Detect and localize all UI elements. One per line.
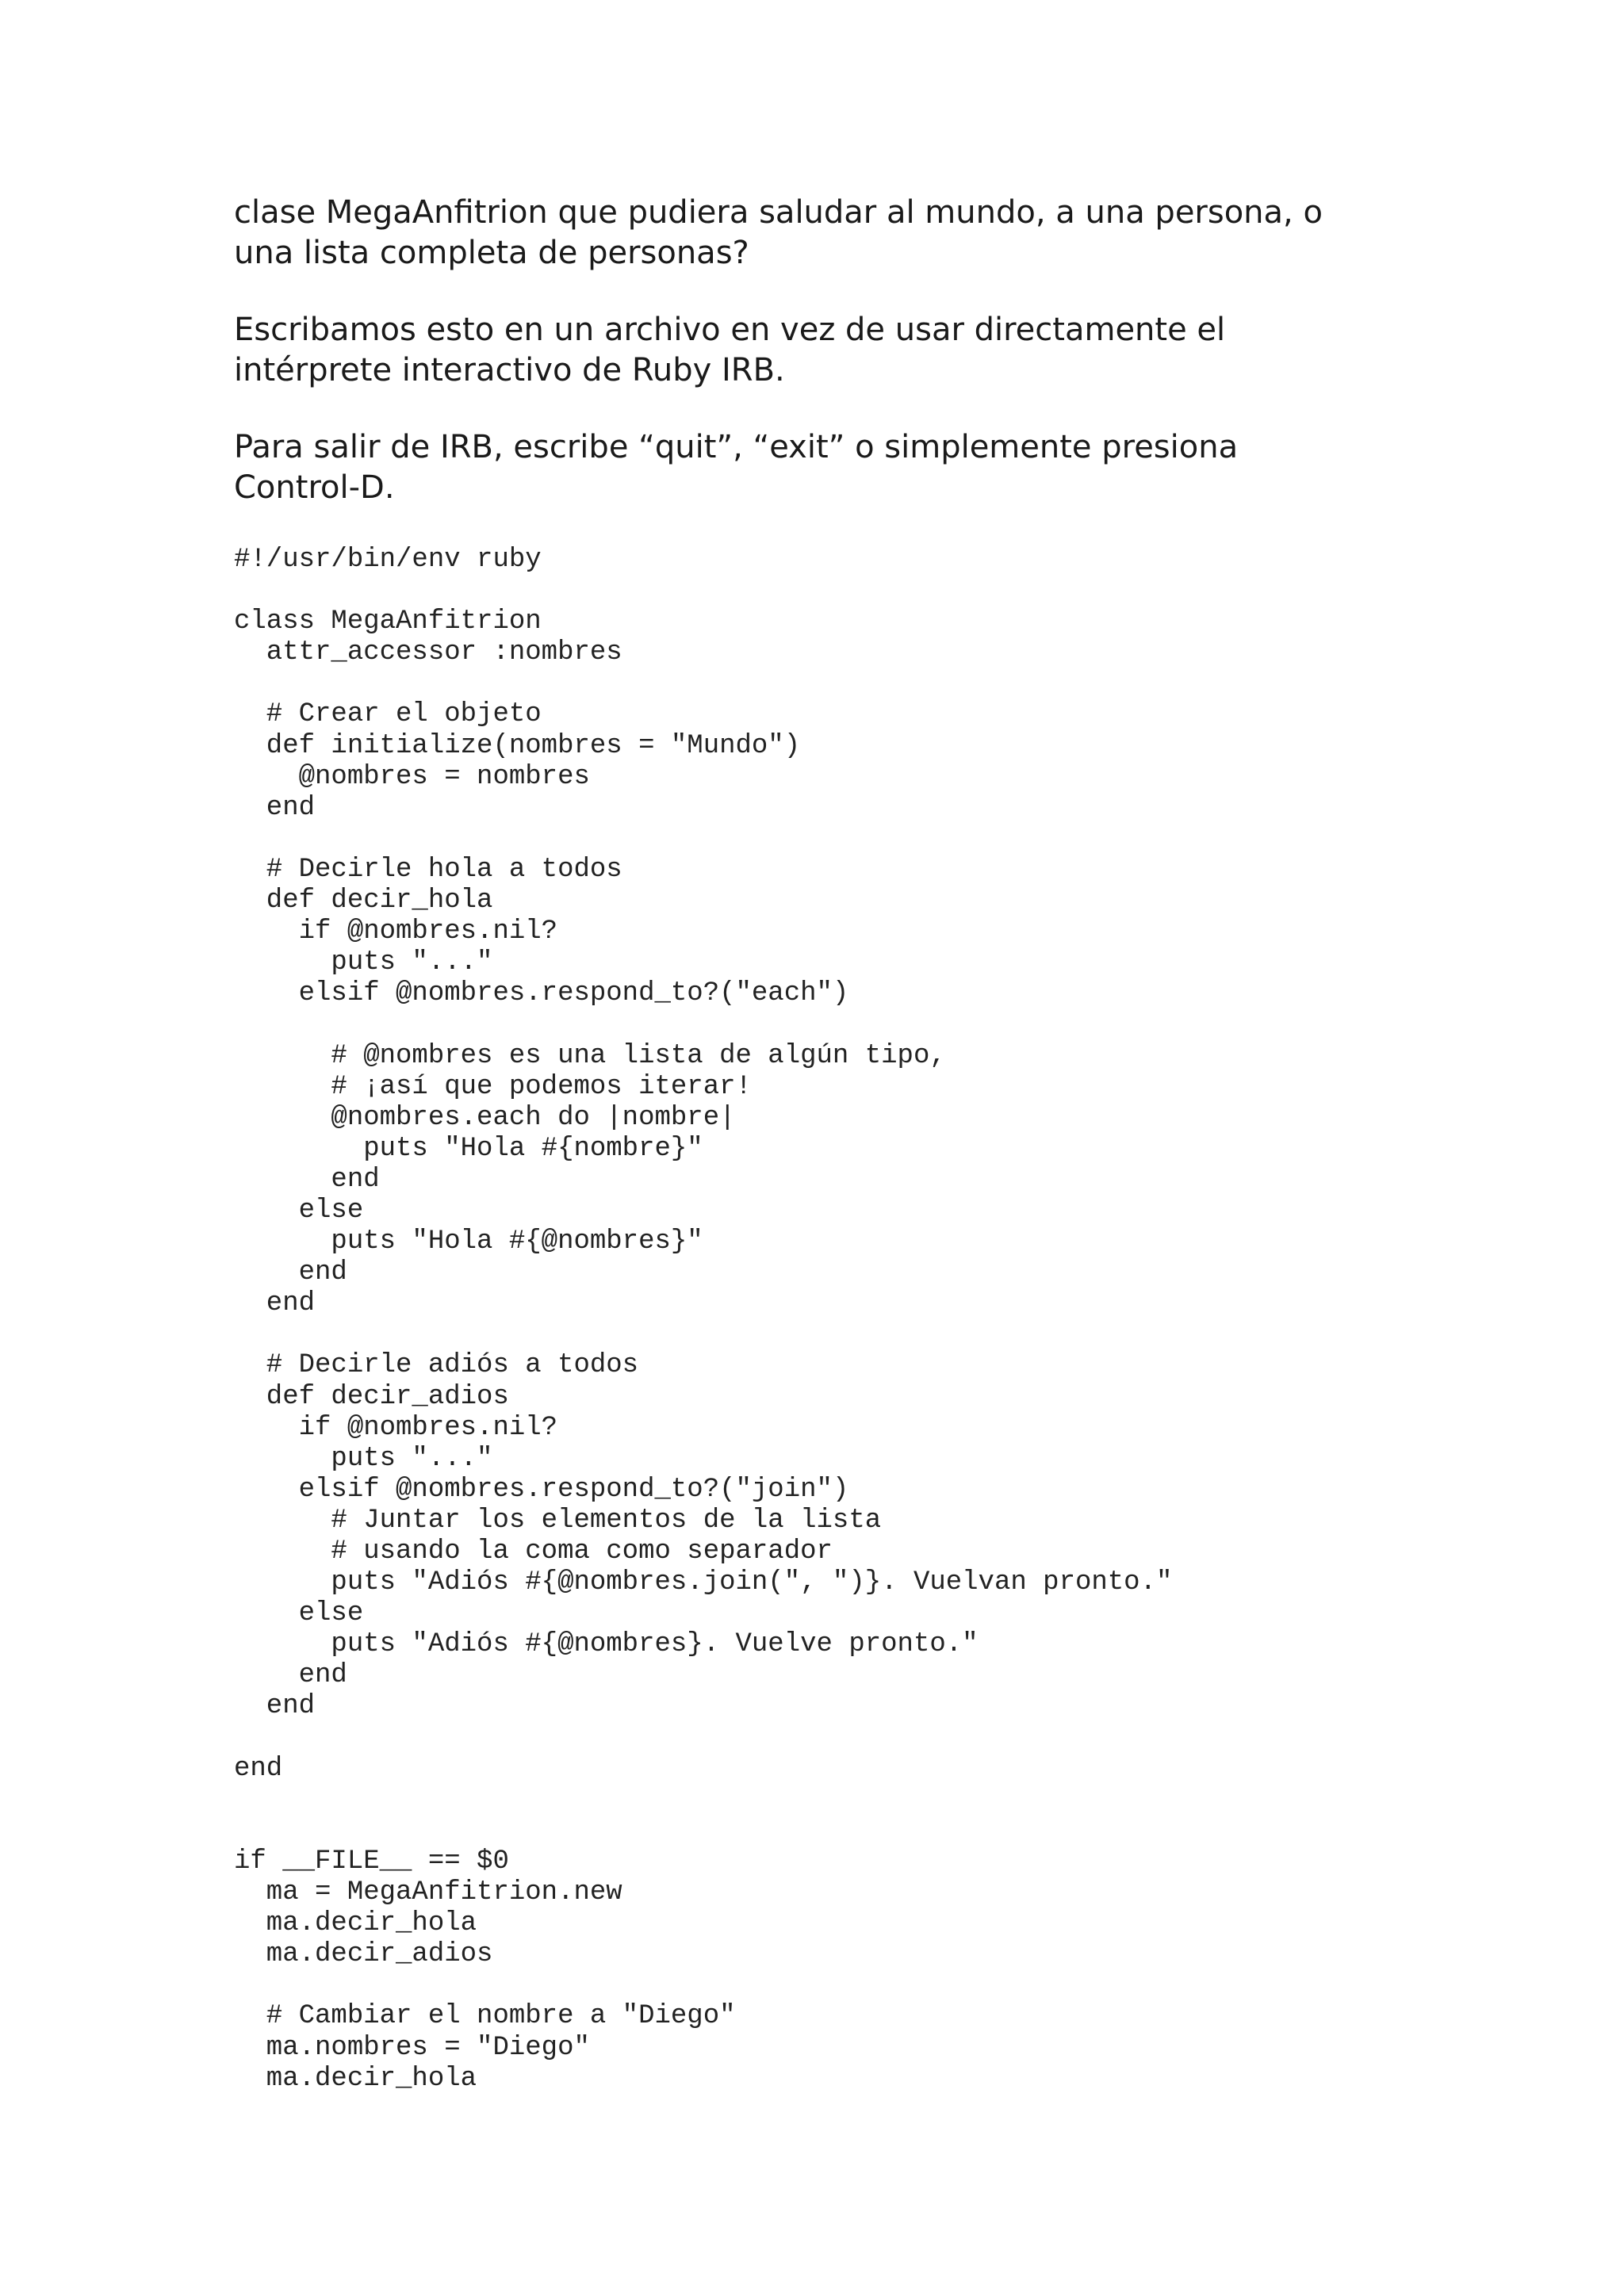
code-line: @nombres = nombres	[234, 761, 590, 792]
code-line: if @nombres.nil?	[234, 1412, 558, 1443]
code-line: # Juntar los elementos de la lista	[234, 1505, 882, 1536]
code-line: elsif @nombres.respond_to?("each")	[234, 978, 849, 1009]
code-line: else	[234, 1195, 364, 1226]
code-line: puts "..."	[234, 947, 493, 978]
code-line: else	[234, 1598, 364, 1629]
code-line: @nombres.each do |nombre|	[234, 1102, 736, 1133]
code-line: if @nombres.nil?	[234, 916, 558, 947]
code-line: # Decirle hola a todos	[234, 854, 622, 885]
paragraph-intro: clase MegaAnfitrion que pudiera saludar al mundo, a una persona, o una lista completa de personas?	[234, 194, 1323, 271]
code-line: end	[234, 1164, 380, 1195]
code-line: end	[234, 1257, 347, 1288]
code-line: ma = MegaAnfitrion.new	[234, 1877, 622, 1908]
code-line: # Decirle adiós a todos	[234, 1350, 639, 1381]
code-line	[234, 668, 1392, 699]
code-line	[234, 1785, 1392, 1816]
code-line: ma.nombres = "Diego"	[234, 2032, 590, 2063]
code-line: ma.decir_hola	[234, 1908, 477, 1939]
code-line: puts "Adiós #{@nombres}. Vuelve pronto."	[234, 1629, 979, 1660]
paragraph-exit-note: Para salir de IRB, escribe “quit”, “exit” o simplemente presiona Control-D.	[234, 429, 1239, 506]
code-line: # usando la coma como separador	[234, 1536, 833, 1567]
code-line	[234, 1009, 1392, 1040]
code-line: puts "..."	[234, 1443, 493, 1474]
code-line	[234, 576, 1392, 607]
code-line: def initialize(nombres = "Mundo")	[234, 730, 801, 761]
code-line: end	[234, 1288, 316, 1319]
code-line	[234, 824, 1392, 855]
code-line: ma.decir_hola	[234, 2063, 477, 2094]
code-line: ma.decir_adios	[234, 1939, 493, 1970]
document-content	[234, 193, 1392, 2095]
code-line: # Crear el objeto	[234, 699, 542, 730]
code-line: def decir_hola	[234, 886, 493, 916]
code-line: def decir_adios	[234, 1381, 509, 1412]
code-block	[234, 545, 1392, 2095]
code-line: # ¡así que podemos iterar!	[234, 1071, 752, 1102]
code-line: #!/usr/bin/env ruby	[234, 545, 542, 575]
code-line	[234, 1816, 1392, 1846]
code-line: elsif @nombres.respond_to?("join")	[234, 1474, 849, 1505]
paragraph-file-note: Escribamos esto en un archivo en vez de usar directamente el intérprete interactivo de Ruby IRB.	[234, 312, 1226, 388]
code-line: if __FILE__ == $0	[234, 1846, 509, 1877]
code-line: end	[234, 1753, 283, 1784]
code-line	[234, 1723, 1392, 1754]
code-line: puts "Adiós #{@nombres.join(", ")}. Vuelvan pronto."	[234, 1567, 1173, 1598]
code-line	[234, 1319, 1392, 1350]
code-line: end	[234, 792, 316, 823]
code-line: # @nombres es una lista de algún tipo,	[234, 1040, 946, 1071]
code-line: # Cambiar el nombre a "Diego"	[234, 2001, 736, 2032]
code-line: puts "Hola #{nombre}"	[234, 1133, 703, 1164]
code-line: attr_accessor :nombres	[234, 637, 622, 668]
code-line: puts "Hola #{@nombres}"	[234, 1226, 703, 1257]
code-line	[234, 1970, 1392, 2001]
code-line: end	[234, 1660, 347, 1691]
code-line: class MegaAnfitrion	[234, 607, 542, 637]
code-line: end	[234, 1691, 316, 1722]
